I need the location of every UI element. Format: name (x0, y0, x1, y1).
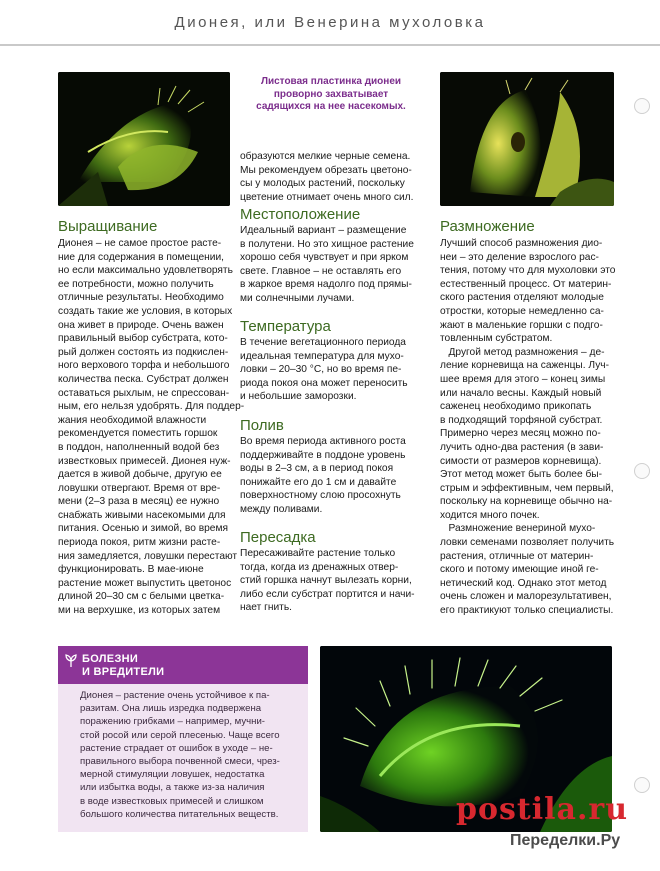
caption-line: Листовая пластинка дионеи (260, 76, 402, 87)
section-growing-continuation (240, 150, 422, 204)
caption-line: проворно захватывает (273, 88, 389, 100)
page-title: Дионея, или Венерина мухоловка (174, 14, 486, 31)
text-line: симости от размеров корневища). (440, 455, 602, 467)
text-line: естественный процесс. От материн- (440, 278, 612, 290)
text-line: риода покоя она может переносить (240, 377, 408, 389)
text-line: правильный выбор субстрата, кото- (58, 333, 228, 345)
text-line: мени (2–3 раза в месяц) ее нужно (58, 496, 220, 508)
text-line: Этот метод может быть более бы- (440, 469, 602, 481)
text-line: цветение отнимает очень много сил. (240, 191, 414, 203)
section-watering-text (240, 435, 422, 517)
text-line: товленным субстратом. (440, 333, 553, 345)
text-line: стой росой или серой плесенью. Чаще всего (80, 729, 280, 741)
text-line: функционировать. В мае-июне (58, 564, 204, 576)
text-line: ление корневища на саженцы. Луч- (440, 360, 609, 372)
text-line: сы у молодых растений, поскольку (240, 178, 405, 190)
text-line: шее время для этого – конец зимы (440, 373, 606, 385)
text-line: ского растения отделяют молодые (440, 292, 604, 304)
text-line: образуются мелкие черные семена. (240, 151, 411, 162)
text-line: или начало весны. Каждый новый (440, 387, 602, 399)
text-line: очень сложен и малорезультативен, (440, 591, 612, 603)
caption-line: садящихся на нее насекомых. (256, 101, 406, 112)
text-line: ми солнечными лучами. (240, 292, 355, 304)
text-line: большого количества питательных веществ. (80, 808, 279, 820)
text-line: ского и потому имеющие иной ге- (440, 564, 599, 576)
text-line: стий горшка начнут вылезать корни, (240, 575, 412, 587)
text-line: длиной 20–30 см с белыми цветка- (58, 591, 225, 603)
text-line: саженец необходимо прикопать (440, 401, 592, 413)
text-line: дается в живой добыче, другую ее (58, 469, 222, 481)
photo-caption (240, 76, 422, 114)
text-line: Дионея – не самое простое расте- (58, 238, 222, 249)
section-heading-growing: Выращивание (58, 218, 158, 235)
text-line: растения, отличные от материн- (440, 550, 594, 562)
disease-title-line: И ВРЕДИТЕЛИ (82, 666, 165, 678)
text-line: либо если субстрат портится и начи- (240, 588, 415, 600)
text-line: количества песка. Субстрат должен (58, 373, 229, 385)
text-line: В течение вегетационного периода (240, 337, 406, 348)
text-line: в поддон, наполненный водой без (58, 441, 220, 453)
text-line: стрым и эффективным, чем первый, (440, 482, 614, 494)
flytrap-photo-top-left (58, 72, 230, 206)
text-line: между поливами. (240, 503, 323, 515)
text-line: разитам. Она лишь изредка подвержена (80, 703, 262, 715)
text-line: рый должен состоять из подкислен- (58, 346, 229, 358)
text-line: отличные результаты. Необходимо (58, 292, 224, 304)
text-line: ловки семенами позволяет получить (440, 537, 615, 549)
section-heading-watering: Полив (240, 417, 284, 434)
text-line: питания. Осенью и зимой, во время (58, 523, 228, 535)
disease-text (80, 689, 298, 821)
text-line: в подходящий торфяной субстрат. (440, 414, 603, 426)
text-line: хорошо себя чувствует и при ярком (240, 252, 409, 264)
text-line: ние для содержания в помещении, (58, 251, 224, 263)
section-heading-propagation: Размножение (440, 218, 535, 235)
binder-hole (634, 777, 650, 793)
text-line: Мы рекомендуем обрезать цветоно- (240, 164, 412, 176)
text-line: в полутени. Но это хищное растение (240, 238, 414, 250)
text-line: лучить одно-два растения (в зави- (440, 441, 604, 453)
section-heading-temperature: Температура (240, 318, 331, 335)
text-line: жают в маленькие горшки с подго- (440, 319, 603, 331)
text-line: ловушки отвергают. Время от вре- (58, 482, 221, 494)
text-line: ловки – 20–30 °С, но во время пе- (240, 364, 402, 376)
text-line: Дионея – растение очень устойчивое к па- (80, 690, 270, 701)
text-line: свете. Главное – не оставлять его (240, 265, 402, 277)
text-line: оставаться рыхлым, не спрессован- (58, 387, 230, 399)
text-line: но если максимально удовлетворять (58, 265, 233, 277)
text-line: Размножение венериной мухо- (440, 523, 596, 535)
text-line: понижайте его до 1 см и давайте (240, 476, 397, 488)
leaf-icon (64, 654, 78, 668)
text-line: и небольшие заморозки. (240, 391, 357, 403)
section-temperature-text (240, 336, 422, 404)
text-line: ми на верхушке, из которых затем (58, 605, 221, 617)
text-line: мерной стимуляции ловушек, недостатка (80, 769, 265, 781)
text-line: поддерживайте в поддоне уровень (240, 449, 406, 461)
text-line: Примерно через месяц можно по- (440, 428, 601, 440)
text-line: нает гнить. (240, 602, 292, 614)
text-line: ее потребности, можно получить (58, 278, 214, 290)
text-line: тогда, когда из дренажных отвер- (240, 561, 399, 573)
text-line: снабжать живыми насекомыми для (58, 509, 226, 521)
flytrap-photo-top-right (440, 72, 614, 206)
text-line: известковых примесей. Дионея нуж- (58, 455, 231, 467)
binder-hole (634, 463, 650, 479)
text-line: отростки, которые немедленно са- (440, 305, 604, 317)
binder-hole (634, 98, 650, 114)
text-line: создать такие же условия, в которых (58, 305, 233, 317)
text-line: периода покоя, ритм жизни расте- (58, 537, 221, 549)
text-line: ния замедляется, ловушки перестают (58, 550, 238, 562)
section-growing-text (58, 237, 245, 618)
text-line: Во время периода активного роста (240, 436, 406, 447)
text-line: ным, его нельзя удобрять. Для поддер- (58, 401, 245, 413)
text-line: или избытка воды, а также из-за наличия (80, 782, 265, 794)
text-line: воды в 2–3 см, а в период покоя (240, 463, 394, 475)
section-heading-transplant: Пересадка (240, 529, 316, 546)
watermark (456, 792, 646, 852)
section-propagation-text (440, 237, 614, 618)
text-line: неи – это деление взрослого рас- (440, 251, 599, 263)
text-line: правильного выбора почвенной смеси, чрез- (80, 756, 280, 768)
text-line: в жаркое время надолго под прямы- (240, 279, 412, 291)
section-location-text (240, 224, 422, 306)
watermark-site: Переделки.Ру (510, 832, 621, 849)
text-line: нетический код. Однако этот метод (440, 577, 607, 589)
text-line: растение страдает от ошибок в уходе – не- (80, 742, 273, 754)
text-line: жания необходимой влажности (58, 414, 207, 426)
text-line: ходится много почек. (440, 509, 540, 521)
text-line: Пересаживайте растение только (240, 548, 396, 559)
text-line: Другой метод размножения – де- (440, 346, 605, 358)
watermark-brand: postila.ru (456, 792, 629, 827)
text-line: поверхностному слою просохнуть (240, 490, 401, 502)
text-line: идеальная температура для мухо- (240, 350, 404, 362)
text-line: ного верхового торфа и небольшого (58, 360, 230, 372)
text-line: его практикуют только специалисты. (440, 605, 614, 617)
text-line: тения, потому что для мухоловки это (440, 265, 616, 277)
text-line: Лучший способ размножения дио- (440, 238, 603, 249)
section-transplant-text (240, 547, 422, 615)
disease-title-line: БОЛЕЗНИ (82, 653, 139, 665)
text-line: поражению грибками – например, мучни- (80, 716, 265, 728)
section-heading-location: Местоположение (240, 206, 361, 223)
text-line: она живет в природе. Очень важен (58, 319, 224, 331)
disease-title (82, 653, 164, 679)
text-line: поскольку на корневище обычно на- (440, 496, 613, 508)
text-line: растение может выпустить цветонос (58, 577, 232, 589)
text-line: рекомендуется поместить горшок (58, 428, 218, 440)
text-line: Идеальный вариант – размещение (240, 225, 407, 236)
text-line: в воде известковых примесей и слишком (80, 795, 264, 807)
